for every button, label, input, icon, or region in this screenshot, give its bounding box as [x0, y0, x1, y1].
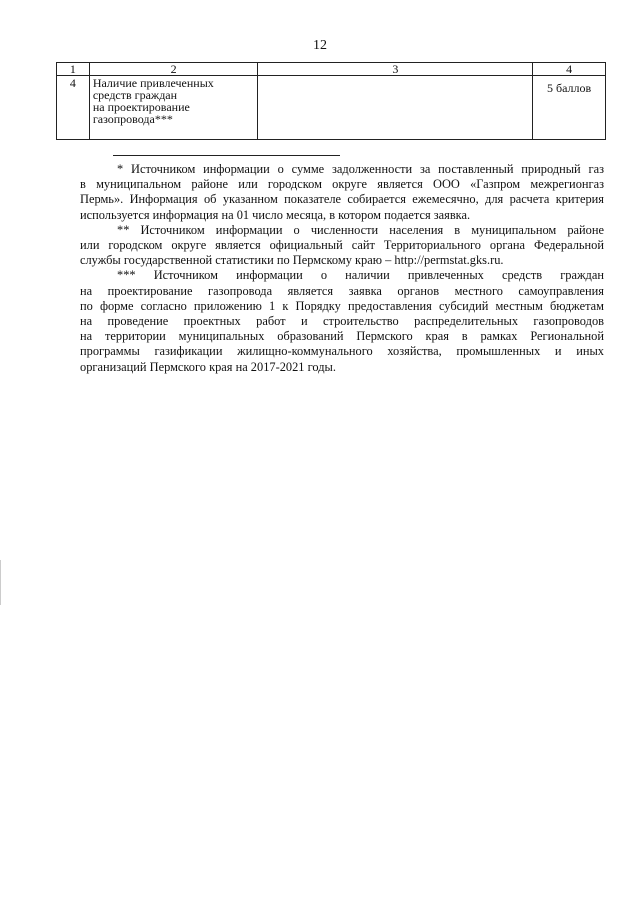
- footnote-line: на проектирование газопровода является заявка органов местного самоуправления: [80, 283, 604, 298]
- criterion-line: Наличие привлеченных: [92, 76, 214, 90]
- footnote-line: или городском округе является официальный сайт Территориального органа Федеральной: [80, 238, 604, 253]
- footnote-line: в муниципальном районе или городском округе является ООО «Газпром межрегионгаз: [80, 177, 604, 192]
- header-col-4: 4: [533, 63, 606, 76]
- scan-edge-mark: [0, 560, 1, 605]
- footnote-gas-debt: [80, 162, 604, 223]
- footnote-line: на проведение проектных работ и строительство распределительных газопроводов: [80, 314, 604, 329]
- footnotes: [80, 162, 604, 375]
- footnote-line: ** Источником информации о численности населения в муниципальном районе: [117, 222, 604, 237]
- description-cell: [258, 76, 533, 140]
- footnote-line: по форме согласно приложению 1 к Порядку предоставления субсидий местным бюджетам: [80, 298, 604, 313]
- footnote-separator: [113, 155, 340, 156]
- criterion-line: на проектирование: [92, 100, 190, 114]
- criteria-table: [56, 62, 606, 140]
- row-number-cell: 4: [57, 76, 90, 140]
- footnote-line: * Источником информации о сумме задолженности за поставленный природный газ: [117, 162, 604, 176]
- table-header-row: [57, 63, 606, 76]
- footnote-line: Пермь». Информация об указанном показателе собирается ежемесячно, для расчета критерия: [80, 192, 604, 207]
- header-col-2: 2: [89, 63, 258, 76]
- footnote-line: используется информация на 01 число месяца, в котором подается заявка.: [80, 207, 471, 222]
- footnote-line: *** Источником информации о наличии привлеченных средств граждан: [117, 268, 604, 283]
- header-col-3: 3: [258, 63, 533, 76]
- criterion-line: средств граждан: [92, 88, 178, 102]
- footnote-line: программы газификации жилищно-коммунального хозяйства, промышленных и иных: [80, 344, 604, 359]
- criterion-line: газопровода***: [92, 112, 173, 126]
- score-cell: 5 баллов: [533, 76, 606, 140]
- criterion-cell: [89, 76, 258, 140]
- footnote-line: на территории муниципальных образований Пермского края в рамках Региональной: [80, 329, 604, 344]
- header-col-1: 1: [57, 63, 90, 76]
- page-number: 12: [313, 38, 327, 53]
- footnote-line: организаций Пермского края на 2017-2021 годы.: [80, 359, 336, 374]
- footnote-citizen-funds: [80, 268, 604, 374]
- table-row: [57, 76, 606, 140]
- footnote-line: службы государственной статистики по Пермскому краю – http://permstat.gks.ru.: [80, 253, 504, 268]
- footnote-population: [80, 223, 604, 269]
